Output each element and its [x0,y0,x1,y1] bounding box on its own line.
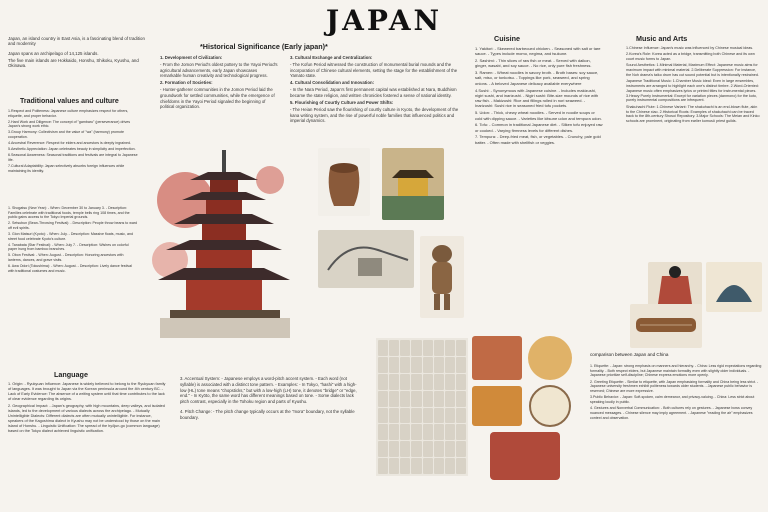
history-item: - The Kofun Period witnessed the construction of monumental burial mounds and the incorporation of Chinese cultural elements, setting the stage for the establishment of the Yamato state. [290,62,458,79]
comparison-heading: comparison between Japan and China [590,352,669,357]
cuisine-item: 7. Tempura: - Deep-fried meat, fish, or vegetables. - Crunchy, pale gold batter. - Often made with shellfish or veggies. [475,134,601,145]
dogu-figurine-image [420,236,464,318]
tradition-item: 4.Ancestral Reverence: Respect for elders and ancestors is deeply ingrained. [8,141,132,146]
traditions-heading: Traditional values and culture [20,98,119,105]
cuisine-item: 5. Udon: - Thick, chewy wheat noodles. - Served in noodle soups or cold with dipping sauce. - Varieties like kitsune udon and tempura udon. [475,110,602,121]
language-heading: Language [54,370,88,379]
intro-item: The five main islands are Hokkaido, Honshu, Shikoku, Kyushu, and Okinawa. [8,57,139,69]
cuisine-heading: Cuisine [494,34,520,43]
history-item: 5. Flourishing of Courtly Culture and Power Shifts: [290,100,394,106]
cuisine-item: 3. Ramen: - Wheat noodles in savory broth. - Broth bases: soy sauce, salt, miso, or tonkotsu. - Toppings like pork, seaweed, and spring onions. - A beloved Japanese delicacy available everywhere [475,70,599,86]
music-item: 2.Korea's Role: Korea acted as a bridge, transmitting both Chinese and its own court music forms to Japan. [626,52,755,62]
comparison-list [590,364,762,422]
tradition-item: 1.Respect and Politeness: Japanese culture emphasizes respect for others, etiquette, and proper behavior. [8,109,129,118]
history-item: 4. Cultural Consolidation and Innovation: [290,80,375,86]
cuisine-item: 2. Sashimi: - Thin slices of raw fish or meat. - Served with daikon, ginger, wasabi, and soy sauce. - No rice, only pure fish freshness. [475,58,592,69]
language-item: 4. Pitch Change: - The pitch change typically occurs at the "mora" boundary, not the syllable boundary. [180,408,355,420]
history-col1 [160,55,278,111]
comparison-item: 3.Public Behavior: - Japan: Soft-spoken, calm demeanor, and privacy-valuing. - China: Less strict about speaking loudly in public. [590,395,755,404]
comparison-item: 4. Gestures and Nonverbal Communication: - Both cultures rely on gestures. - Japanese bows convey nuanced messages. - Chinese silence may imply agreement. - Japanese "reading the air" emphasizes context and observation. [590,406,753,420]
tradition-item: 6.Seasonal Awareness: Seasonal traditions and festivals are integral to Japanese life. [8,153,138,162]
language-item: 1. Origin: - Ryukyuan Influence: Japanese is widely believed to belong to the Ryukyuan family of languages. It was brought to Japan via the Korean peninsula around the 4th century BC. - Lack of Early Evidence: The absence of a writing system until that time contributes to the lack of clear evidence regarding its origins. [8,382,166,401]
page-title: JAPAN [325,4,443,37]
jomon-pottery-image [318,148,370,216]
music-item: Japanese Traditional Music: 1.Chamber Music Ideal: Even in large ensembles, instruments are arranged to highlight each one's distinct timbre. 2.Word-Oriented: Japanese music often emphasizes lyrics or printed titles for instrumental pieces. 3.Heavy Purely Instrumental: Except for variation pieces (danmono) for the koto, purely instrumental compositions are infrequent. [626,79,759,103]
japanese-dishes-image [470,334,580,484]
intro-item: Japan, an island country in East Asia, is a fascinating blend of tradition and modernity [8,36,145,47]
comparison-item: 2. Greeting Etiquette: - Similar to etiquette, with Japan emphasizing formality and China being less strict. - Japanese university freshmen exhibit politeness towards older students. - Japanese public behavior is reserved; Chinese are more expressive. [590,379,759,394]
ukiyoe-image [706,262,762,312]
music-item: Shakuhachi Flute: 1.Chinese Variant: The shakuhachi is an end-blown flute, akin to the Chinese xiao. 2.Historical Roots: Examples of shakuhachi can be traced back to the 8th-century Shosoi Repository. 3.Major Schools: The Meian and Kinko schools are prominent, originating from earlier komusō priest guilds. [626,104,760,124]
traditions-list [8,109,138,175]
history-item: 2. Formation of Societies: [160,80,213,86]
history-item: 1. Development of Civilization: [160,55,223,60]
history-item: - In the Nara Period, Japan's first permanent capital was established at Nara, Buddhism became the state religion, and written chronicles fostered a sense of national identity. [290,87,457,99]
golden-pavilion-image [382,148,444,220]
tradition-item: 5.Aesthetic Appreciation: Japan celebrates beauty in simplicity and imperfection. [8,147,136,152]
festival-item: 1. Shogatsu (New Year): - When: December 30 to January 3. - Description: Families celebrate with traditional foods, temple bells ring 108 times, and the public gains access to the Tokyo Imperial grounds. [8,206,130,220]
festival-list [8,206,138,275]
history-heading: *Historical Significance (Early japan)* [200,42,328,51]
history-item: - Hunter-gatherer communities in the Jomon Period laid the groundwork for settled communities, while the emergence of chiefdoms in the Yayoi Period signaled the beginning of political organization. [160,87,275,110]
festival-item: 6. Awa Odori (Tokushima): - When: August. - Description: Lively dance festival with traditional costumes and music. [8,264,132,273]
tradition-item: 2.Hard Work and Diligence: The concept of "gambaru" (perseverance) drives Japan's strong work ethic. [8,119,131,129]
history-item: - From the Jomon Period's oldest pottery to the Yayoi Period's agricultural advancements, early Japan showcases remarkable human creativity and technological progress. [160,62,278,79]
music-item: Sound Aesthetics: 1.Minimal Material, Maximum Effect: Japanese music aims for maximum impact with minimal material. 2.Deliberate Suppression: For instance, the Noh drama's taiko drum has cut sound potential but is intentionally restrained. [626,63,759,77]
language-item: 3. Accentual System: - Japanese employs a word-pitch accent system. - Each word (not syllable) is associated with a distinct tone pattern. - Examples: - In Tokyo, "hashi" with a high-low (HL) tone means "chopsticks," but with a low-high (LH) tone, it denotes "bridge" or "edge, end." - In Kyōto, the same word has different meanings based on tone. - Some dialects lack pitch contrast, especially in the Tohoku region and parts of Kyushu. [180,376,357,405]
history-item: - The Heian Period saw the flourishing of courtly culture in Kyoto, the development of the kana writing system, and the rise of powerful noble families that influenced politics and imperial dynamics. [290,107,459,124]
tradition-item: 3.Group Harmony: Collectivism and the value of "wa" (harmony) promote cooperation. [8,130,125,139]
festival-item: 4. Tanabata (Star Festival): - When: July 7. - Description: Wishes on colorful paper hung from bamboo branches. [8,242,129,252]
festival-item: 5. Obon Festival: - When: August. - Description: Honoring ancestors with lanterns, dances, and grave visits. [8,253,124,262]
kana-chart [376,338,468,476]
music-heading: Music and Arts [636,34,688,43]
cuisine-item: 6. Tofu: - Common in traditional Japanese diet. - Silken tofu enjoyed raw or cooked. - Varying firmness levels for different dishes. [475,122,603,133]
festival-item: 3. Gion Matsuri (Kyoto): - When: July. - Description: Massive floats, music, and street food celebrate Kyoto's culture. [8,231,133,241]
language-col1 [8,382,168,435]
festival-item: 2. Setsubun (Bean-Throwing Festival): - Description: People throw beans to ward off evil spirits. [8,221,138,230]
historic-map-image [318,230,414,288]
language-col2 [180,376,360,422]
pagoda-illustration [150,140,300,350]
tradition-item: 7.Cultural Adaptability: Japan selectively absorbs foreign influences while maintaining its identity. [8,163,125,173]
music-item: 1.Chinese Influence: Japan's music was influenced by Chinese musical ideas. [626,46,754,50]
language-item: 2. Geographical Impact: - Japan's geography, with high mountains, deep valleys, and isolated islands, led to the development of various dialects across the archipelago. - Mutually Unintelligible Dialects: Different dialects are often mutually unintelligible. For instance, speakers of the Kagoshima dialect in Kyushu may not be understood by those on the main island of Honshu. - Linguistic Unification: The spread of the hyōjun-go (common language) based on the Tokyo dialect achieved linguistic unification. [8,403,165,433]
music-list [626,46,760,125]
comparison-item: 1. Etiquette: - Japan: strong emphasis on manners and hierarchy. - China: Less rigid expectations regarding formality. - Both respect elders, but Japanese maintain formality even with slightly older individuals. - Japanese prioritize self-discipline; Chinese express emotions more openly. [590,364,762,378]
history-col2 [290,55,460,126]
intro-list [8,36,148,70]
intro-item: Japan spans an archipelago of 14,125 islands. [8,50,99,56]
cuisine-item: 4.Sushi: - Synonymous with Japanese cuisine. - Includes makizushi, nigiri sushi, and inarizushi. - Nigiri sushi: Bite-size mounds of rice with raw fish. - Makizushi: Rice and fillings rolled in nori seaweed. - Inarizushi: Sushi rice in seasoned fried tofu pockets. [475,87,599,109]
koto-instrument-image [630,304,702,348]
cuisine-item: 1. Yakitori: - Skewered barbecued chicken. - Seasoned with salt or tare sauce. - Types include momo, negima, and tsukune. [475,46,601,57]
history-item: 3. Cultural Exchange and Centralization: [290,55,373,60]
cuisine-list [475,46,603,147]
